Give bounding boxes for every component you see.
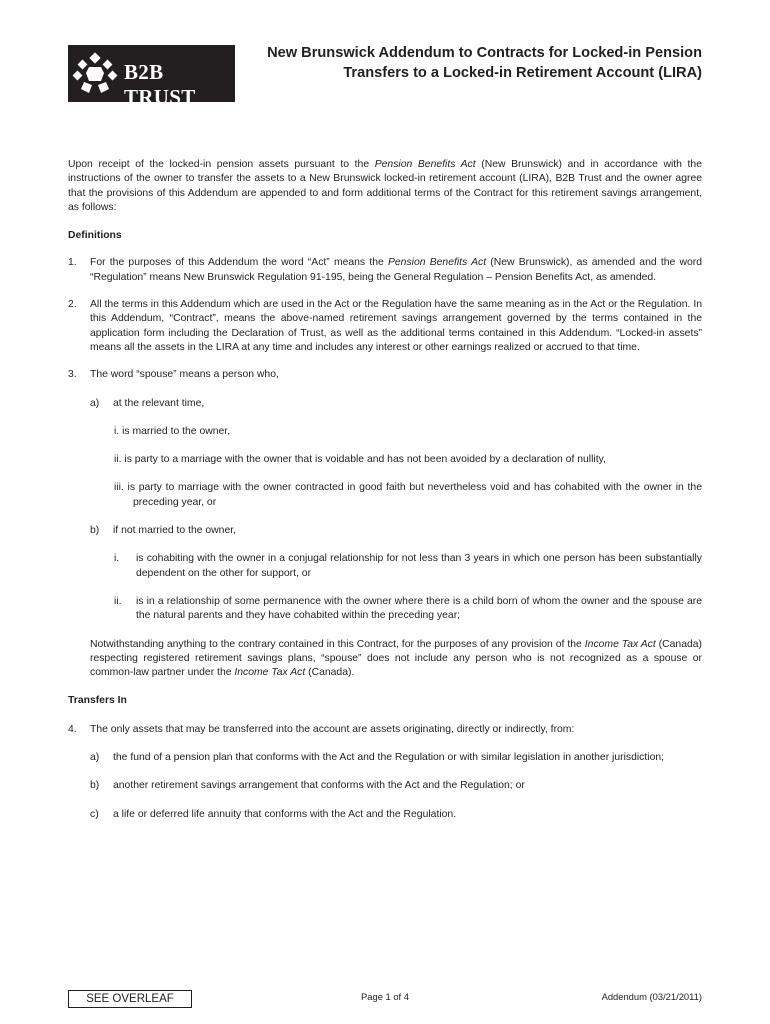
clause-label: ii. bbox=[114, 595, 122, 607]
clause-text: the fund of a pension plan that conforms with the Act and the Regulation or with similar legislation in another jurisdiction; bbox=[113, 752, 665, 764]
item-text-cont: (New Brunswick), as amended and the word “Regulation” means New Brunswick Regulation 91-195, being the General Regulation – Pension Benefits Act, as amended. bbox=[90, 257, 702, 283]
act-name: Income Tax Act bbox=[234, 667, 306, 679]
note-text: Notwithstanding anything to the contrary contained in this Contract, for the purposes of any provision of the bbox=[90, 638, 585, 650]
spouse-clause-a-i: i. is married to the owner, bbox=[114, 425, 231, 437]
spouse-clause-b bbox=[68, 524, 702, 538]
spouse-clause-a-iii: iii. is party to marriage with the owner contracted in good faith but nevertheless void and has cohabited with the owner in the preceding year, or bbox=[114, 482, 702, 508]
clause-label: c) bbox=[90, 808, 99, 820]
spouse-clause-b-i bbox=[68, 552, 702, 581]
spouse-clause-b-ii bbox=[68, 595, 702, 624]
act-name: Pension Benefits Act bbox=[387, 257, 487, 269]
item-number: 3. bbox=[68, 369, 77, 381]
transfer-item-4 bbox=[68, 723, 702, 737]
item-text: For the purposes of this Addendum the word “Act” means the bbox=[90, 257, 388, 269]
title-line-2: Transfers to a Locked-in Retirement Account (LIRA) bbox=[343, 65, 702, 81]
clause-text: is cohabiting with the owner in a conjugal relationship for not less than 3 years in which one person has been substantially dependent on the other for support, or bbox=[136, 553, 702, 579]
spouse-clause-a-ii: ii. is party to a marriage with the owner that is voidable and has not been avoided by a declaration of nullity, bbox=[114, 454, 606, 466]
definition-item-2 bbox=[68, 298, 702, 355]
clause-text: if not married to the owner, bbox=[113, 525, 237, 537]
clause-label: a) bbox=[90, 752, 100, 764]
clause-label: i. bbox=[114, 553, 120, 565]
spouse-clause-a bbox=[68, 397, 702, 411]
act-name: Income Tax Act bbox=[584, 638, 656, 650]
item-number: 1. bbox=[68, 257, 77, 269]
page-number: Page 1 of 4 bbox=[361, 991, 409, 1002]
item-text: The word “spouse” means a person who, bbox=[90, 369, 279, 381]
item-number: 2. bbox=[68, 299, 77, 311]
addendum-body bbox=[68, 158, 702, 822]
page-title bbox=[232, 43, 702, 83]
item-text: The only assets that may be transferred into the account are assets originating, directly or indirectly, from: bbox=[90, 723, 575, 735]
intro-text-cont: (New Brunswick) and in accordance with the instructions of the owner to transfer the assets to a New Brunswick locked-in retirement account (LIRA), B2B Trust and the owner agree that the provisions of this Addendum are appended to and form additional terms of the Contract for this retirement savings arrangement, as follows: bbox=[68, 159, 702, 213]
note-text-end: (Canada). bbox=[305, 667, 355, 679]
clause-text: is in a relationship of some permanence with the owner where there is a child born of whom the owner and the spouse are the natural parents and they have cohabited within the preceding year; bbox=[136, 595, 702, 622]
transfers-heading: Transfers In bbox=[68, 695, 127, 707]
clause-label: b) bbox=[90, 780, 100, 792]
clause-label: a) bbox=[90, 397, 100, 409]
clause-text: at the relevant time, bbox=[113, 397, 205, 409]
clause-text: a life or deferred life annuity that conforms with the Act and the Regulation. bbox=[113, 808, 457, 820]
logo-text: B2B TRUST bbox=[124, 60, 196, 109]
b2b-trust-logo bbox=[68, 45, 235, 109]
clause-label: b) bbox=[90, 525, 100, 537]
clause-text: another retirement savings arrangement that conforms with the Act and the Regulation; or bbox=[113, 780, 525, 792]
definition-item-3 bbox=[68, 368, 702, 382]
intro-text: Upon receipt of the locked-in pension assets pursuant to the bbox=[68, 159, 375, 170]
item-number: 4. bbox=[68, 723, 77, 735]
intro-paragraph bbox=[68, 158, 702, 215]
definition-item-1 bbox=[68, 256, 702, 285]
definitions-heading: Definitions bbox=[68, 230, 122, 242]
b2b-emblem-icon bbox=[72, 51, 118, 97]
act-name: Pension Benefits Act bbox=[374, 159, 476, 170]
item-text: All the terms in this Addendum which are used in the Act or the Regulation have the same meaning as in the Act or the Regulation. In this Addendum, “Contract”, means the above-named retirement savings arrangement governed by the terms contained in the application form including the Declaration of Trust, as well as the additional terms contained in this Addendum. “Locked-in assets” means all the assets in the LIRA at any time and includes any interest or other earnings realized or accrued to that time. bbox=[90, 299, 702, 353]
transfer-source-b bbox=[68, 779, 702, 793]
form-date: Addendum (03/21/2011) bbox=[601, 991, 702, 1002]
note-text-cont: (Canada) respecting registered retirement savings plans, “spouse” does not include any person who is not recognized as a spouse or common-law partner under the bbox=[90, 638, 702, 679]
transfer-source-a bbox=[68, 751, 702, 765]
see-overleaf-box: SEE OVERLEAF bbox=[68, 990, 192, 1008]
spouse-note bbox=[68, 638, 702, 681]
transfer-source-c bbox=[68, 808, 702, 822]
title-line-1: New Brunswick Addendum to Contracts for Locked-in Pension bbox=[267, 45, 702, 61]
